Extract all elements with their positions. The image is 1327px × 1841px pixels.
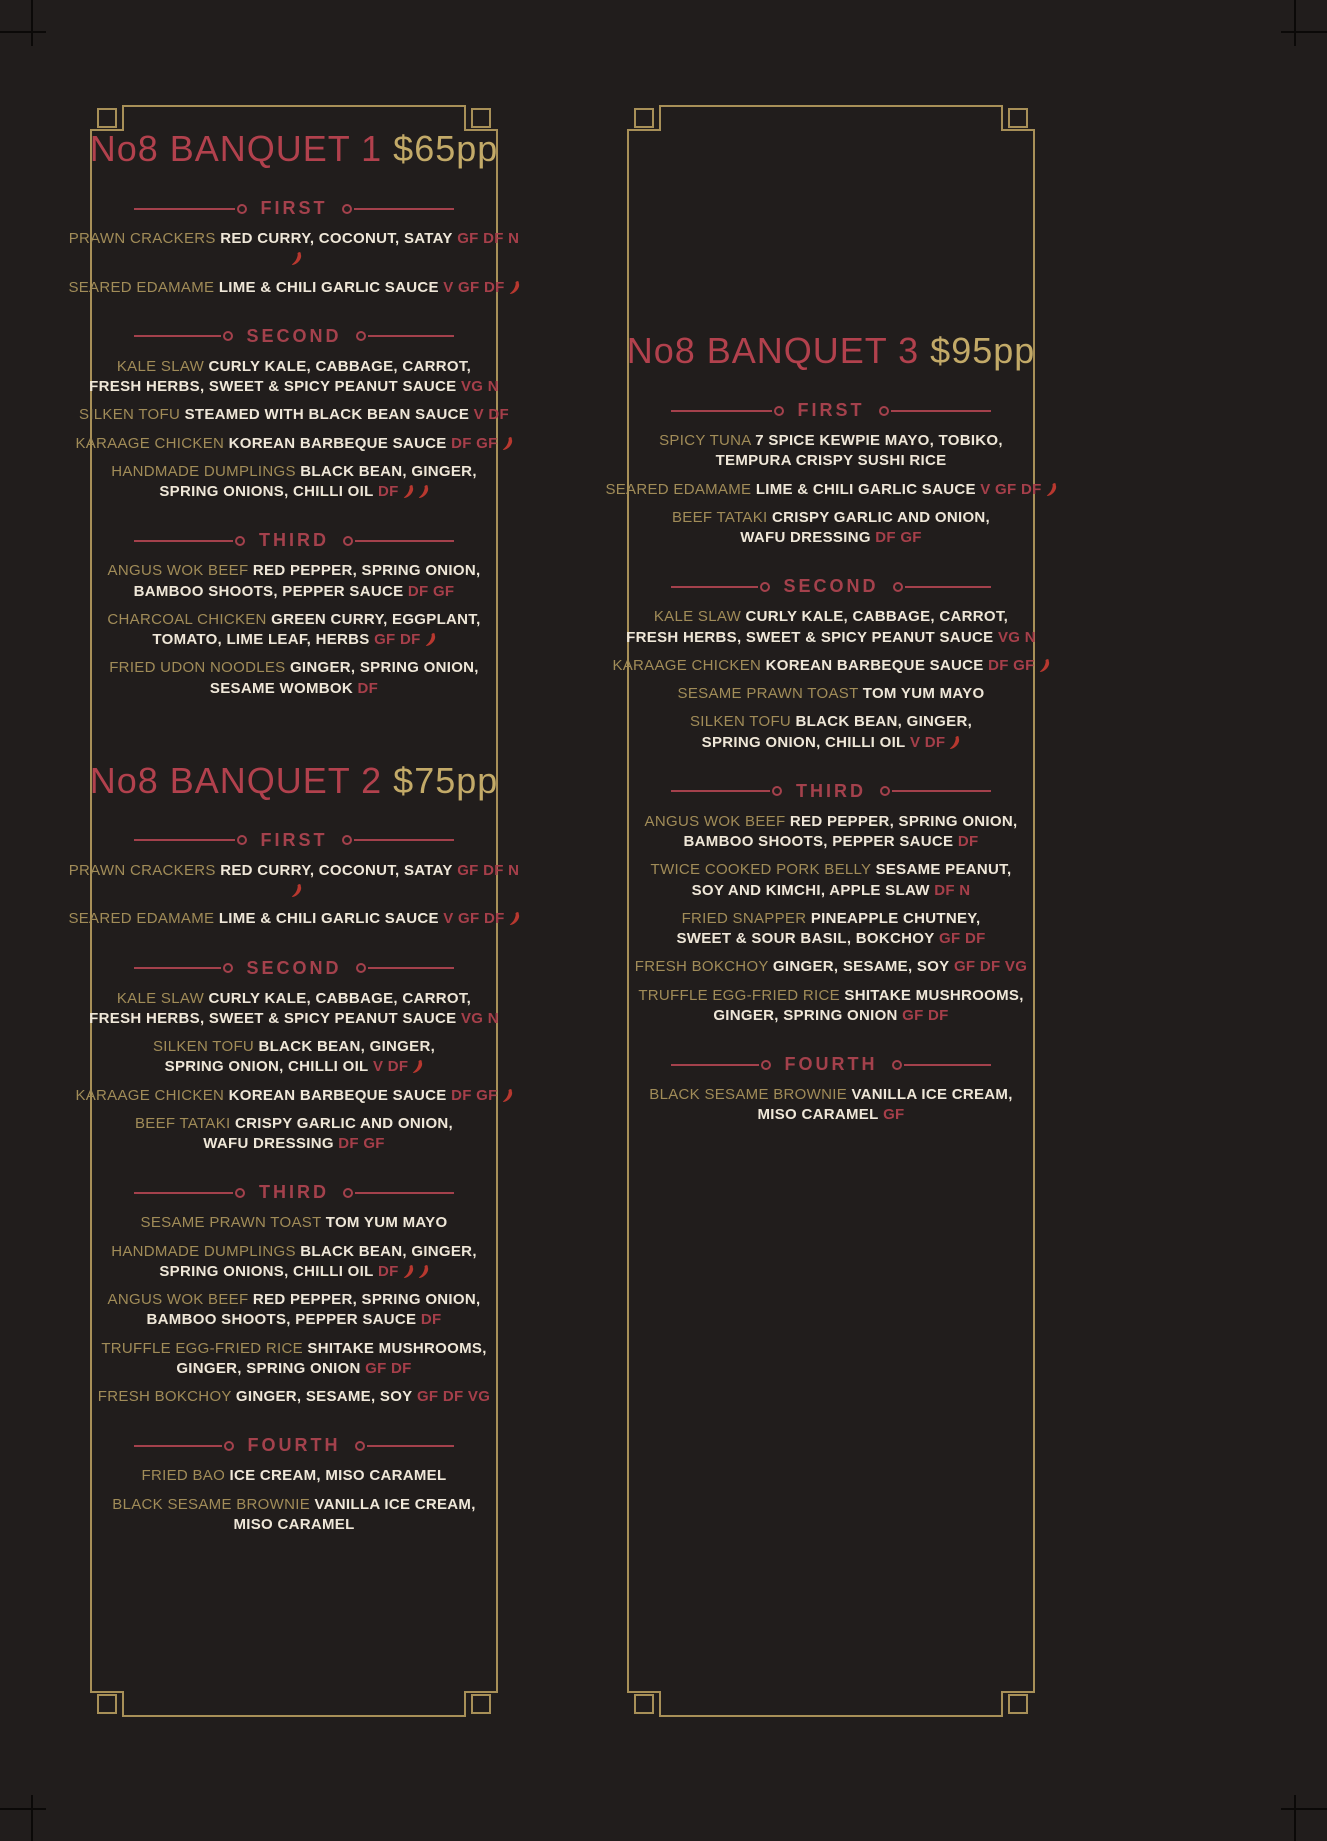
menu-item xyxy=(602,812,1060,853)
chili-icon xyxy=(418,1264,429,1279)
menu-item xyxy=(65,1466,523,1486)
item-dietary-tags: DF xyxy=(420,1311,442,1329)
item-desc: SESAME PEANUT, SOY AND KIMCHI, APPLE SLAW xyxy=(691,861,1012,899)
menu-section xyxy=(65,326,523,503)
section-label: SECOND xyxy=(246,957,342,978)
divider-line xyxy=(354,208,455,210)
divider-circle xyxy=(342,204,352,214)
banquet-name: No8 BANQUET 1 xyxy=(89,128,383,169)
item-dietary-tags: GF DF xyxy=(374,631,421,648)
item-dietary-tags: GF DF xyxy=(902,1006,949,1024)
section-label: FOURTH xyxy=(784,1054,878,1074)
section-label: FIRST xyxy=(260,829,328,850)
section-label: FOURTH xyxy=(247,1435,341,1456)
divider-circle xyxy=(223,331,233,341)
item-desc: RED PEPPER, SPRING ONION, BAMBOO SHOOTS, PEPPER SAUCE xyxy=(146,1291,481,1329)
item-dietary-tags: VG N xyxy=(460,1009,499,1027)
trim-mark xyxy=(0,31,46,33)
divider-circle xyxy=(355,1441,365,1451)
divider-line xyxy=(134,1192,233,1194)
item-desc: BLACK BEAN, GINGER, SPRING ONIONS, CHILLI OIL xyxy=(159,1242,477,1280)
banquet-name: No8 BANQUET 3 xyxy=(626,330,920,371)
divider-circle xyxy=(772,786,782,796)
item-dietary-tags: V DF xyxy=(372,1058,409,1076)
trim-mark xyxy=(1281,1808,1327,1810)
item-desc: SHITAKE MUSHROOMS, GINGER, SPRING ONION xyxy=(713,986,1024,1024)
chili-icon xyxy=(949,735,960,750)
section-divider xyxy=(134,1182,455,1203)
menu-item xyxy=(65,1339,523,1380)
menu-item xyxy=(65,989,523,1030)
item-name: HANDMADE DUMPLINGS xyxy=(111,462,296,480)
divider-circle xyxy=(235,1188,245,1198)
section-divider xyxy=(134,326,455,347)
banquet-price: $75pp xyxy=(393,759,499,801)
item-dietary-tags: GF DF VG xyxy=(953,958,1028,976)
divider-line xyxy=(367,1445,455,1447)
item-name: SESAME PRAWN TOAST xyxy=(677,685,859,702)
menu-panel-right xyxy=(602,80,1060,1742)
item-name: BLACK SESAME BROWNIE xyxy=(112,1495,310,1513)
item-name: PRAWN CRACKERS xyxy=(68,230,216,247)
divider-circle xyxy=(893,582,903,592)
divider-circle xyxy=(237,204,247,214)
item-name: KALE SLAW xyxy=(653,608,742,626)
divider-line xyxy=(904,1064,992,1066)
item-desc: BLACK BEAN, GINGER, SPRING ONIONS, CHILLI OIL xyxy=(159,462,477,500)
menu-item xyxy=(65,561,523,602)
menu-item xyxy=(65,462,523,503)
banquet xyxy=(602,330,1060,1126)
item-desc: RED PEPPER, SPRING ONION, BAMBOO SHOOTS, PEPPER SAUCE xyxy=(133,562,481,600)
divider-circle xyxy=(761,1060,771,1070)
item-name: SPICY TUNA xyxy=(659,432,751,449)
section-label: THIRD xyxy=(796,780,866,801)
item-name: ANGUS WOK BEEF xyxy=(644,812,786,830)
item-dietary-tags: DF xyxy=(378,1262,399,1280)
section-divider xyxy=(134,830,455,851)
divider-circle xyxy=(224,1441,234,1451)
item-name: SEARED EDAMAME xyxy=(68,910,215,928)
section-divider xyxy=(134,958,455,979)
menu-item xyxy=(602,986,1060,1027)
menu-section xyxy=(602,781,1060,1026)
divider-line xyxy=(354,839,455,841)
item-dietary-tags: V DF xyxy=(909,733,946,751)
item-dietary-tags: V GF DF xyxy=(443,910,505,928)
menu-item xyxy=(65,1086,523,1106)
section-label: SECOND xyxy=(783,576,879,597)
item-name: FRESH BOKCHOY xyxy=(97,1388,232,1405)
item-name: SEARED EDAMAME xyxy=(605,480,752,498)
item-desc: CRISPY GARLIC AND ONION, WAFU DRESSING xyxy=(740,508,991,546)
divider-circle xyxy=(879,406,889,416)
section-label: SECOND xyxy=(246,325,342,346)
item-dietary-tags: V GF DF xyxy=(980,480,1042,498)
item-name: TWICE COOKED PORK BELLY xyxy=(650,861,872,879)
divider-line xyxy=(671,586,758,588)
divider-circle xyxy=(223,963,233,973)
item-desc: TOM YUM MAYO xyxy=(325,1214,448,1232)
divider-line xyxy=(368,335,455,337)
divider-circle xyxy=(880,786,890,796)
item-dietary-tags: V GF DF xyxy=(443,278,505,296)
menu-section xyxy=(602,400,1060,548)
item-name: SILKEN TOFU xyxy=(152,1038,255,1055)
divider-circle xyxy=(760,582,770,592)
chili-icon xyxy=(291,883,302,898)
menu-item xyxy=(602,860,1060,901)
item-dietary-tags: GF DF xyxy=(365,1359,412,1377)
item-name: FRIED UDON NOODLES xyxy=(109,659,286,677)
item-desc: VANILLA ICE CREAM, MISO CARAMEL xyxy=(757,1086,1013,1124)
item-dietary-tags: DF GF xyxy=(451,1086,498,1104)
banquet-price: $95pp xyxy=(930,330,1036,371)
divider-circle xyxy=(237,835,247,845)
divider-line xyxy=(892,790,991,792)
item-desc: CURLY KALE, CABBAGE, CARROT, FRESH HERBS, SWEET & SPICY PEANUT SAUCE xyxy=(89,989,472,1027)
item-name: ANGUS WOK BEEF xyxy=(107,562,249,580)
item-name: SESAME PRAWN TOAST xyxy=(140,1214,322,1232)
divider-line xyxy=(671,410,772,412)
section-label: FIRST xyxy=(797,400,865,420)
menu-section xyxy=(65,830,523,930)
menu-item xyxy=(65,1037,523,1078)
trim-mark xyxy=(1294,1795,1296,1841)
chili-icon xyxy=(291,251,302,266)
divider-line xyxy=(355,540,454,542)
menu-item xyxy=(65,1114,523,1155)
trim-mark xyxy=(1281,31,1327,33)
item-dietary-tags: DF GF xyxy=(875,529,922,546)
item-dietary-tags: DF xyxy=(357,679,379,697)
menu-section xyxy=(65,1435,523,1535)
chili-icon xyxy=(1039,658,1050,673)
item-desc: STEAMED WITH BLACK BEAN SAUCE xyxy=(184,406,470,424)
item-desc: GREEN CURRY, EGGPLANT, TOMATO, LIME LEAF, HERBS xyxy=(152,610,481,648)
item-name: KARAAGE CHICKEN xyxy=(75,1086,225,1104)
section-label: THIRD xyxy=(259,530,329,551)
item-dietary-tags: V DF xyxy=(473,406,509,424)
item-name: HANDMADE DUMPLINGS xyxy=(111,1242,296,1260)
item-dietary-tags: DF xyxy=(378,483,399,500)
section-divider xyxy=(134,530,455,551)
chili-icon xyxy=(403,484,414,499)
menu-item xyxy=(602,957,1060,977)
trim-mark xyxy=(31,1795,33,1841)
divider-line xyxy=(368,967,455,969)
divider-line xyxy=(134,967,221,969)
menu-item xyxy=(65,357,523,398)
section-divider xyxy=(134,198,455,219)
menu-item xyxy=(602,656,1060,676)
item-name: BEEF TATAKI xyxy=(134,1114,231,1132)
divider-circle xyxy=(356,331,366,341)
menu-section xyxy=(602,1054,1060,1126)
banquet xyxy=(65,128,523,699)
trim-mark xyxy=(0,1808,46,1810)
menu-section xyxy=(65,958,523,1155)
menu-section xyxy=(602,576,1060,753)
menu-section xyxy=(65,1182,523,1407)
item-name: CHARCOAL CHICKEN xyxy=(107,610,267,628)
item-name: KALE SLAW xyxy=(116,357,205,375)
divider-circle xyxy=(774,406,784,416)
item-dietary-tags: VG N xyxy=(997,628,1036,646)
item-name: BLACK SESAME BROWNIE xyxy=(649,1086,847,1103)
section-divider xyxy=(671,781,992,802)
item-name: KALE SLAW xyxy=(116,989,205,1007)
banquet-price: $65pp xyxy=(393,128,499,169)
item-desc: TOM YUM MAYO xyxy=(862,685,985,702)
item-name: PRAWN CRACKERS xyxy=(68,861,216,879)
chili-icon xyxy=(509,280,520,295)
section-label: FIRST xyxy=(260,198,328,218)
banquet-title xyxy=(65,128,523,170)
divider-line xyxy=(134,208,235,210)
menu-item xyxy=(602,431,1060,472)
divider-line xyxy=(671,790,770,792)
item-desc: KOREAN BARBEQUE SAUCE xyxy=(228,434,447,452)
item-desc: CURLY KALE, CABBAGE, CARROT, FRESH HERBS, SWEET & SPICY PEANUT SAUCE xyxy=(89,357,472,395)
menu-item xyxy=(65,1387,523,1407)
banquet xyxy=(65,760,523,1535)
chili-icon xyxy=(403,1264,414,1279)
section-divider xyxy=(134,1435,455,1456)
menu-item xyxy=(602,684,1060,704)
menu-item xyxy=(65,1213,523,1233)
item-dietary-tags: DF N xyxy=(934,881,971,899)
item-dietary-tags: GF DF N xyxy=(457,230,520,247)
section-divider xyxy=(671,400,992,421)
panel-content-left xyxy=(65,80,523,1742)
chili-icon xyxy=(509,911,520,926)
divider-circle xyxy=(235,536,245,546)
item-dietary-tags: GF DF N xyxy=(457,861,520,879)
item-dietary-tags: VG N xyxy=(460,378,499,395)
item-desc: BLACK BEAN, GINGER, SPRING ONION, CHILLI OIL xyxy=(164,1038,436,1076)
item-name: FRIED SNAPPER xyxy=(681,909,807,927)
item-desc: RED CURRY, COCONUT, SATAY xyxy=(220,861,453,879)
item-name: KARAAGE CHICKEN xyxy=(75,434,225,452)
item-name: TRUFFLE EGG-FRIED RICE xyxy=(638,986,840,1004)
chili-icon xyxy=(425,632,436,647)
divider-line xyxy=(891,410,992,412)
item-name: SEARED EDAMAME xyxy=(68,278,215,296)
section-divider xyxy=(671,1054,992,1075)
divider-line xyxy=(134,1445,222,1447)
menu-item xyxy=(65,229,523,270)
divider-line xyxy=(134,335,221,337)
item-name: FRESH BOKCHOY xyxy=(634,958,769,976)
item-name: BEEF TATAKI xyxy=(671,508,768,526)
menu-panel-left xyxy=(65,80,523,1742)
menu-item xyxy=(65,909,523,929)
divider-circle xyxy=(342,835,352,845)
menu-item xyxy=(65,1242,523,1283)
chili-icon xyxy=(502,1088,513,1103)
item-dietary-tags: DF GF xyxy=(338,1135,385,1152)
item-desc: LIME & CHILI GARLIC SAUCE xyxy=(218,278,439,296)
chili-icon xyxy=(1046,482,1057,497)
menu-item xyxy=(602,1085,1060,1126)
item-name: SILKEN TOFU xyxy=(689,713,792,731)
chili-icon xyxy=(412,1059,423,1074)
menu-item xyxy=(65,1495,523,1536)
menu-item xyxy=(602,508,1060,549)
menu-item xyxy=(602,607,1060,648)
divider-circle xyxy=(356,963,366,973)
menu-item xyxy=(65,658,523,699)
trim-mark xyxy=(1294,0,1296,46)
menu-item xyxy=(602,480,1060,500)
item-desc: BLACK BEAN, GINGER, SPRING ONION, CHILLI OIL xyxy=(701,713,973,751)
divider-line xyxy=(905,586,992,588)
item-desc: 7 SPICE KEWPIE MAYO, TOBIKO, TEMPURA CRISPY SUSHI RICE xyxy=(715,432,1003,470)
item-desc: CURLY KALE, CABBAGE, CARROT, FRESH HERBS, SWEET & SPICY PEANUT SAUCE xyxy=(626,608,1009,646)
menu-item xyxy=(602,712,1060,753)
divider-line xyxy=(355,1192,454,1194)
item-desc: GINGER, SESAME, SOY xyxy=(235,1388,413,1405)
divider-circle xyxy=(343,1188,353,1198)
item-name: TRUFFLE EGG-FRIED RICE xyxy=(101,1339,303,1357)
item-desc: SHITAKE MUSHROOMS, GINGER, SPRING ONION xyxy=(176,1339,487,1377)
menu-item xyxy=(65,1290,523,1331)
item-dietary-tags: DF GF xyxy=(988,656,1035,674)
menu-item xyxy=(65,405,523,425)
item-desc: ICE CREAM, MISO CARAMEL xyxy=(229,1467,447,1485)
item-desc: KOREAN BARBEQUE SAUCE xyxy=(228,1086,447,1104)
item-dietary-tags: DF xyxy=(957,833,979,850)
item-desc: GINGER, SESAME, SOY xyxy=(772,958,950,976)
item-desc: LIME & CHILI GARLIC SAUCE xyxy=(218,910,439,928)
item-dietary-tags: DF GF xyxy=(451,434,498,452)
item-name: KARAAGE CHICKEN xyxy=(612,656,762,674)
item-dietary-tags: GF DF VG xyxy=(416,1388,491,1405)
item-name: ANGUS WOK BEEF xyxy=(107,1291,249,1308)
item-desc: LIME & CHILI GARLIC SAUCE xyxy=(755,480,976,498)
divider-line xyxy=(671,1064,759,1066)
banquet-title xyxy=(65,760,523,802)
section-label: THIRD xyxy=(259,1182,329,1203)
item-desc: VANILLA ICE CREAM, MISO CARAMEL xyxy=(233,1495,476,1533)
item-name: SILKEN TOFU xyxy=(79,406,181,424)
chili-icon xyxy=(502,436,513,451)
menu-item xyxy=(65,610,523,651)
divider-circle xyxy=(343,536,353,546)
menu-item xyxy=(65,434,523,454)
item-dietary-tags: GF xyxy=(883,1106,905,1124)
banquet-title xyxy=(602,330,1060,372)
item-desc: RED PEPPER, SPRING ONION, BAMBOO SHOOTS, PEPPER SAUCE xyxy=(683,812,1018,850)
divider-line xyxy=(134,839,235,841)
menu-item xyxy=(602,909,1060,950)
item-desc: PINEAPPLE CHUTNEY, SWEET & SOUR BASIL, BOKCHOY xyxy=(676,909,981,947)
item-dietary-tags: GF DF xyxy=(939,930,986,947)
trim-mark xyxy=(31,0,33,46)
divider-line xyxy=(134,540,233,542)
menu-item xyxy=(65,861,523,902)
menu-section xyxy=(65,198,523,298)
item-dietary-tags: DF GF xyxy=(407,582,455,600)
menu-section xyxy=(65,530,523,699)
menu-item xyxy=(65,278,523,298)
item-name: FRIED BAO xyxy=(141,1467,226,1485)
item-desc: KOREAN BARBEQUE SAUCE xyxy=(765,656,984,674)
item-desc: GINGER, SPRING ONION, SESAME WOMBOK xyxy=(209,659,479,697)
divider-circle xyxy=(892,1060,902,1070)
panel-content-right xyxy=(602,80,1060,1742)
banquet-name: No8 BANQUET 2 xyxy=(89,759,383,801)
item-desc: RED CURRY, COCONUT, SATAY xyxy=(220,230,453,247)
item-desc: CRISPY GARLIC AND ONION, WAFU DRESSING xyxy=(203,1114,454,1152)
chili-icon xyxy=(418,484,429,499)
section-divider xyxy=(671,576,992,597)
